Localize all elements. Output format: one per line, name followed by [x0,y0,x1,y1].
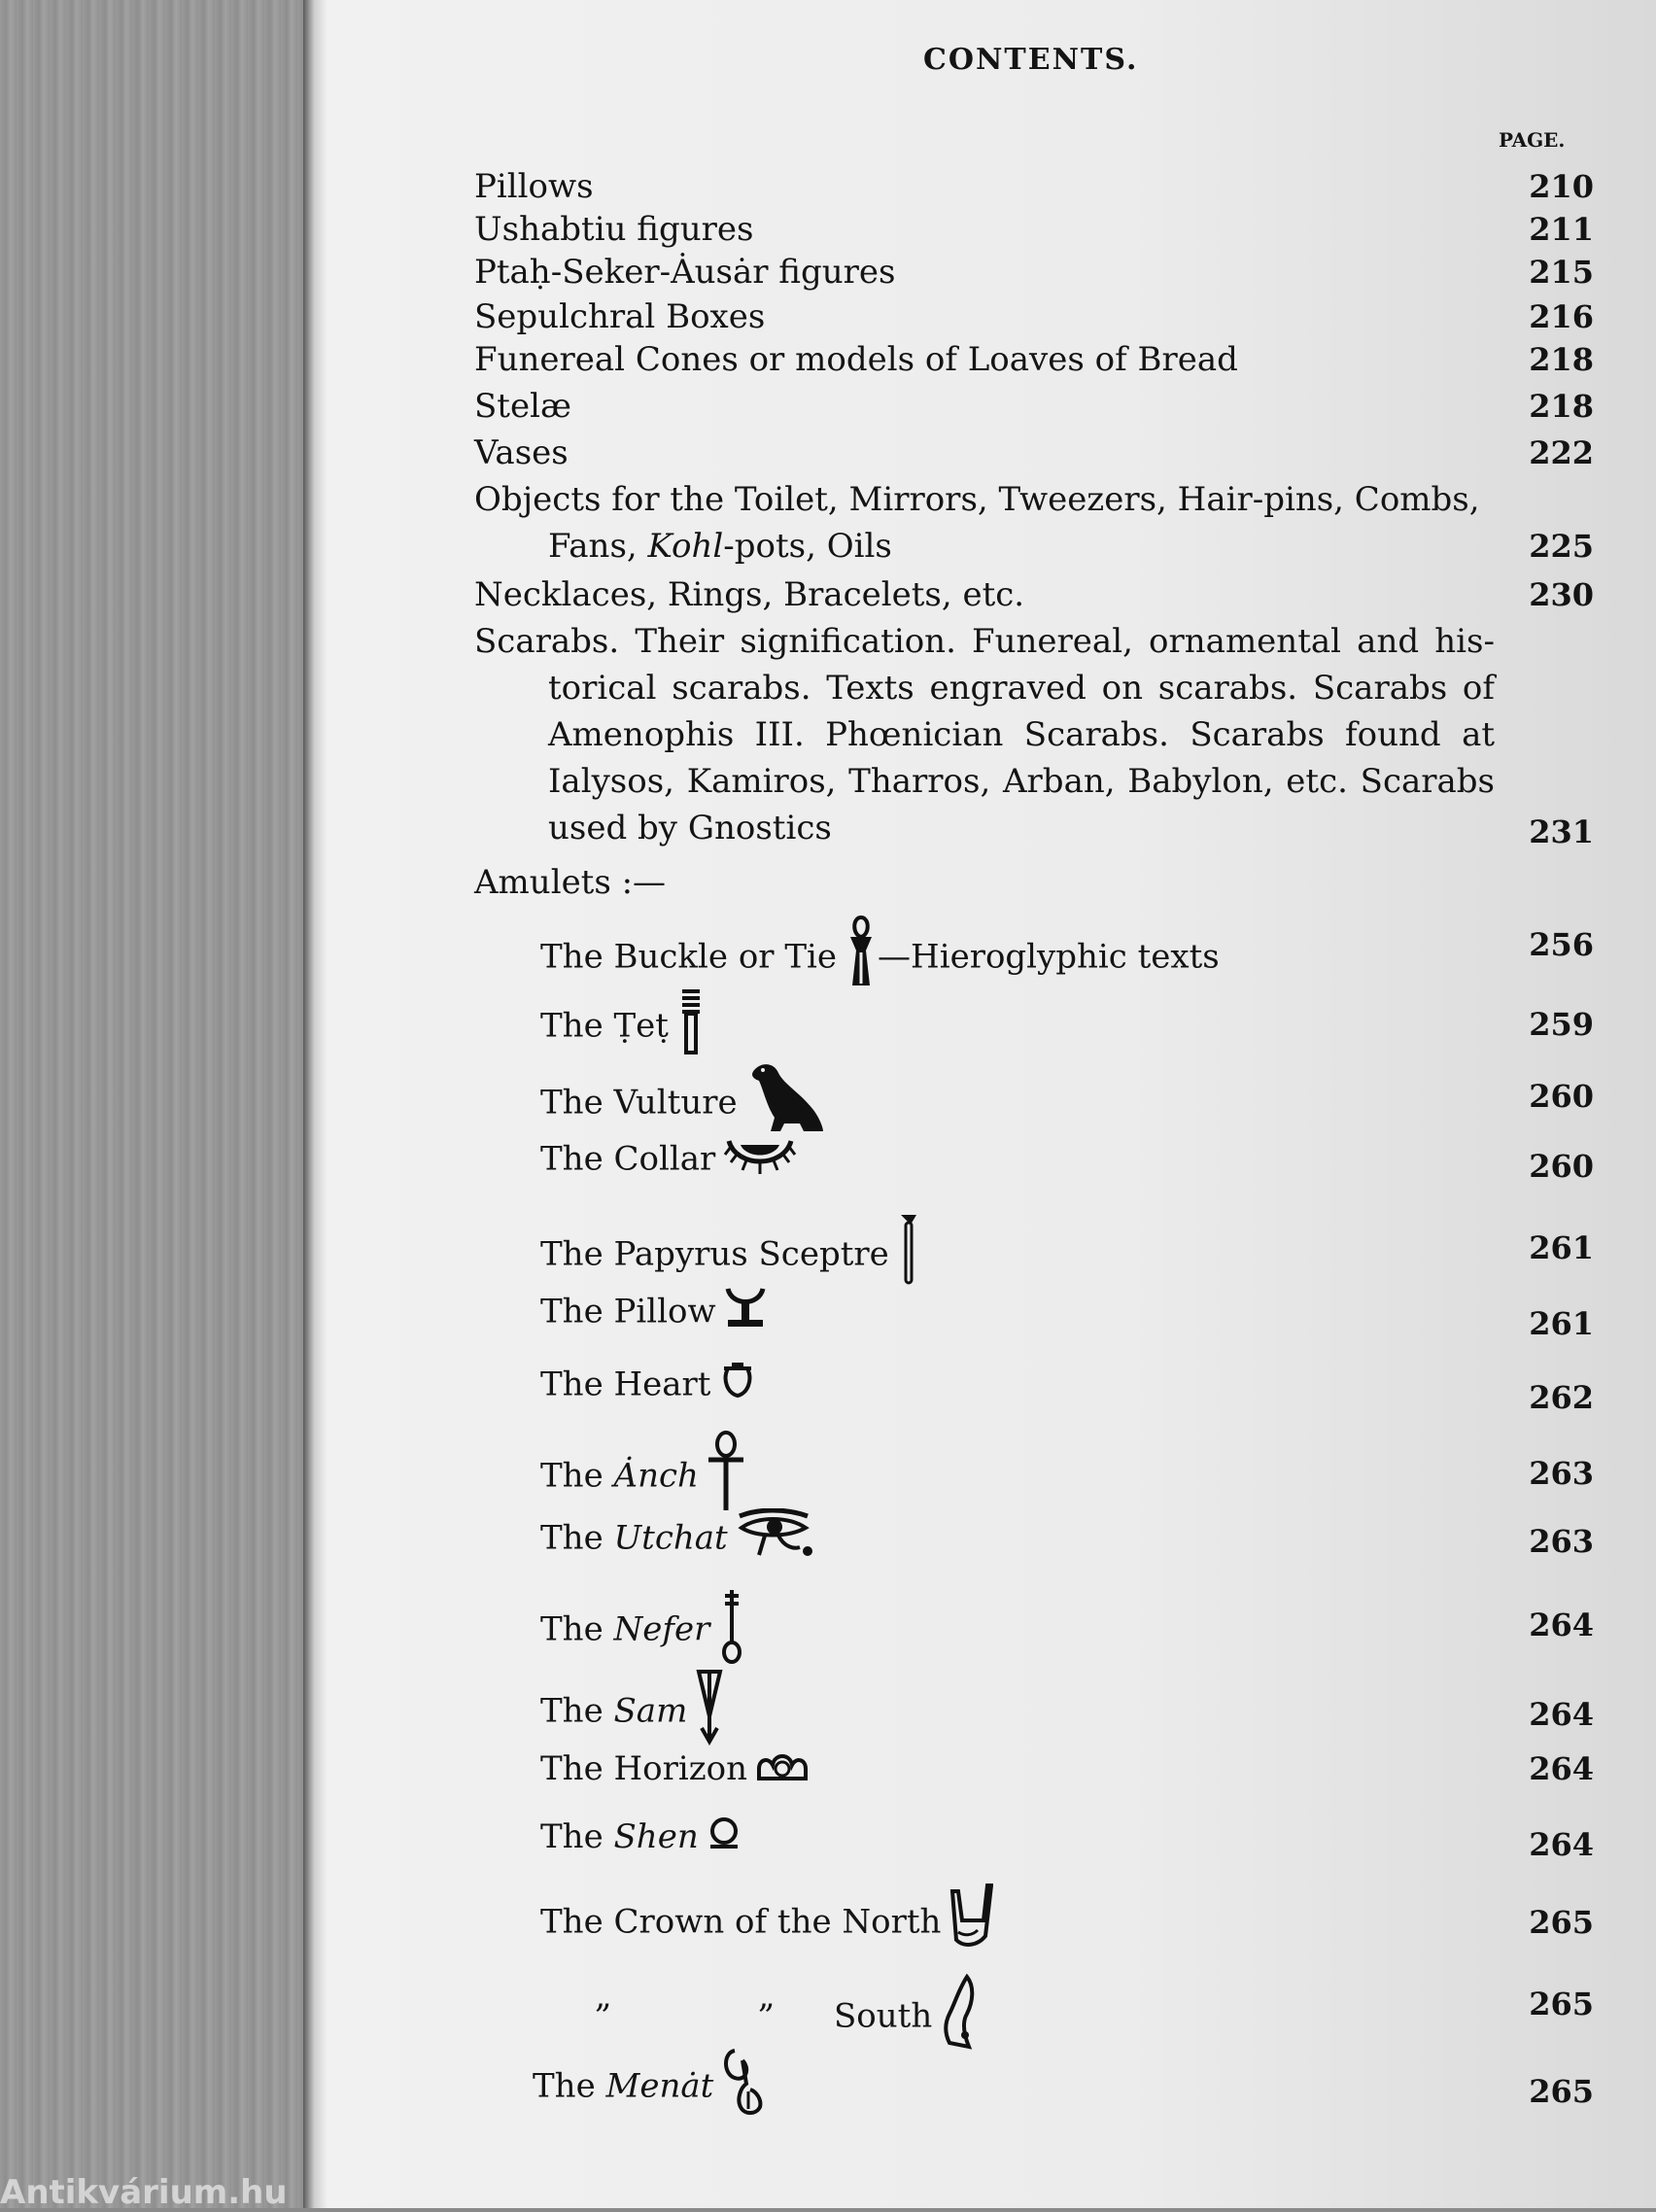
amulet-text: The [533,2066,606,2106]
toc-entry-page: 218 [1529,388,1594,425]
amulet-text: The [540,1456,614,1496]
toc-line: Amenophis III. Phœnician Scarabs. Scarabs found at [548,715,1495,754]
toc-entry-page: 263 [1529,1455,1594,1492]
amulet-text: —Hieroglyphic texts [878,937,1220,977]
toc-entry-label: Ushabtiu figures [474,210,754,249]
amulet-italic-text: Shen [613,1817,699,1856]
toc-entry-page: 259 [1529,1006,1594,1043]
toc-line [548,527,892,566]
page-column-header: PAGE. [1499,128,1566,152]
toc-entry-page: 231 [1529,813,1594,850]
amulet-label [540,1285,767,1342]
toc-entry-label [474,618,1495,851]
amulet-text: The Pillow [540,1292,716,1331]
nefer-icon [717,1586,746,1676]
toc-entry-page: 211 [1529,211,1594,248]
toc-entry-page: 256 [1529,926,1594,963]
amulet-text: The [540,1518,614,1558]
amulet-text: The Horizon [540,1749,748,1788]
amulet-text: South [834,1996,933,2036]
page-title: CONTENTS. [923,43,1139,77]
amulet-text: The Ṭeṭ [540,1006,669,1046]
toc-entry-page: 264 [1529,1696,1594,1733]
tet-pillar-icon [676,987,706,1068]
toc-entry-label: Pillows [474,167,594,206]
toc-entry-label: Ptaḥ-Seker-Ȧusȧr figures [474,253,896,292]
pillow-icon [724,1285,767,1342]
toc-entry-page: 261 [1529,1229,1594,1266]
ditto-mark: „ [758,1977,776,2016]
toc-entry-label: Necklaces, Rings, Bracelets, etc. [474,575,1025,614]
amulet-italic-text: Ȧnch [613,1456,699,1496]
toc-line: Ialysos, Kamiros, Tharros, Arban, Babylon, etc. Scarabs [548,762,1495,801]
toc-entry-page: 265 [1529,2073,1594,2110]
toc-entry-page: 210 [1529,168,1594,205]
crown-south-icon [940,1973,979,2063]
toc-text: -pots, Oils [723,527,892,566]
toc-entry-page: 230 [1529,576,1594,613]
toc-entry-page: 215 [1529,254,1594,291]
page-edge [303,0,328,2208]
amulet-label [834,1973,979,2063]
toc-entry-page: 264 [1529,1826,1594,1863]
toc-line: torical scarabs. Texts engraved on scarabs. Scarabs of [548,669,1495,708]
toc-entry-label: Funereal Cones or models of Loaves of Bread [474,340,1238,379]
toc-line: Objects for the Toilet, Mirrors, Tweezers, Hair-pins, Combs, [474,480,1480,519]
buckle-tie-icon [845,914,878,1004]
toc-entry-page: 216 [1529,298,1594,335]
toc-entry-label: Vases [474,433,569,472]
ditto-mark: „ [595,1977,612,2016]
shen-icon [707,1815,742,1863]
toc-italic-text: Kohl [647,527,724,566]
toc-text: Fans, [548,527,648,566]
background-left [0,0,321,2208]
toc-entry-page: 225 [1529,528,1594,565]
toc-entry-page: 263 [1529,1523,1594,1560]
amulet-text: The Vulture [540,1083,738,1123]
toc-entry-page: 261 [1529,1305,1594,1342]
amulet-label [540,1814,742,1863]
heart-icon [718,1361,757,1412]
crown-north-icon [949,1882,993,1966]
amulet-text: The Papyrus Sceptre [540,1234,889,1274]
toc-entry-page: 264 [1529,1750,1594,1787]
utchat-eye-icon [736,1508,813,1572]
amulet-text: The Heart [540,1365,711,1404]
papyrus-sceptre-icon [897,1211,920,1301]
amulet-italic-text: Nefer [613,1609,710,1649]
menat-icon [721,2045,766,2131]
toc-entry-page: 265 [1529,1904,1594,1941]
amulet-label [540,1745,810,1795]
toc-line: used by Gnostics [548,809,832,847]
amulet-label [540,1882,993,1966]
toc-entry-label: Stelæ [474,387,571,426]
amulet-text: The Collar [540,1139,716,1179]
toc-entry-label: Sepulchral Boxes [474,297,766,336]
amulet-text: The Crown of the North [540,1902,942,1942]
toc-entry-page: 222 [1529,434,1594,471]
toc-line: Scarabs. Their signification. Funereal, ornamental and his- [474,622,1495,661]
toc-entry-page: 260 [1529,1078,1594,1115]
amulet-text: The [540,1609,614,1649]
amulet-text: The [540,1817,614,1856]
amulet-italic-text: Menȧt [605,2066,714,2106]
toc-entry-label [474,476,1495,570]
amulet-text: The [540,1691,614,1731]
watermark: Antikvárium.hu [0,2173,288,2212]
amulet-label [540,1508,813,1572]
amulet-italic-text: Sam [613,1691,688,1731]
horizon-icon [755,1747,810,1795]
amulet-label [540,1133,797,1189]
amulet-label [540,1361,757,1412]
toc-entry-page: 265 [1529,1986,1594,2022]
toc-entry-page: 260 [1529,1148,1594,1185]
amulet-italic-text: Utchat [613,1518,728,1558]
toc-entry-page: 264 [1529,1607,1594,1643]
amulet-label [540,1586,746,1676]
amulets-heading-label: Amulets :— [474,863,667,902]
amulet-text: The Buckle or Tie [540,937,838,977]
toc-entry-page: 218 [1529,341,1594,378]
amulet-label [540,987,706,1068]
amulet-label [533,2045,766,2131]
collar-icon [723,1133,797,1189]
toc-entry-page: 262 [1529,1379,1594,1416]
